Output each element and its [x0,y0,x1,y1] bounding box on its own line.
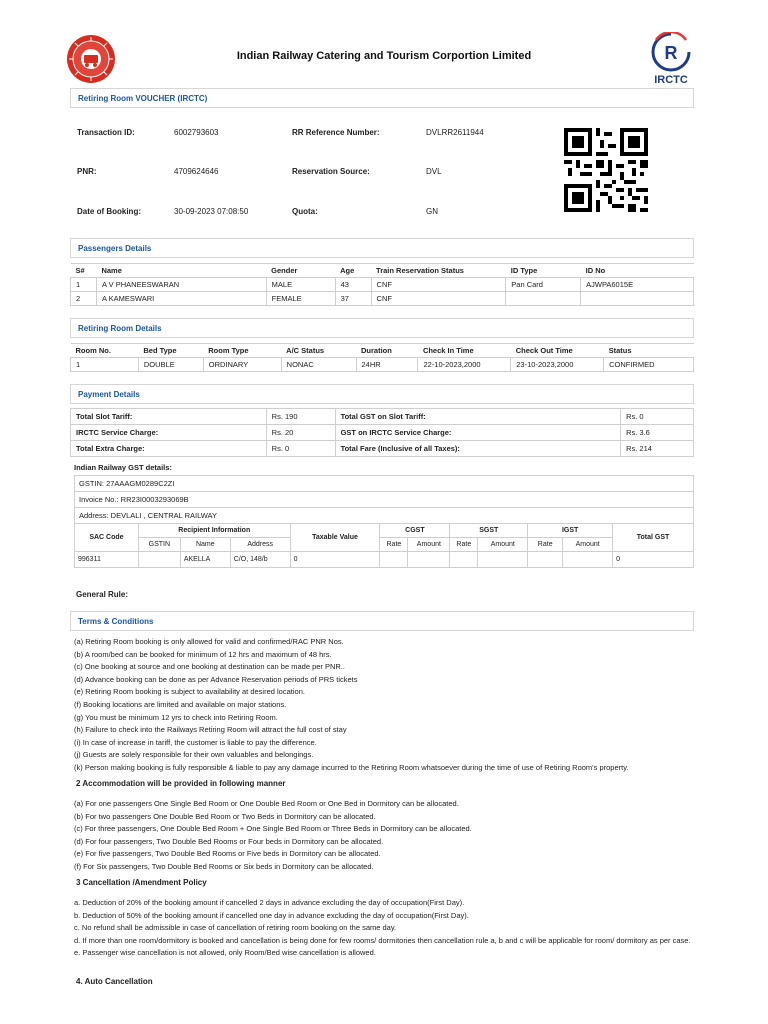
header-sac-code: SAC Code [75,524,139,552]
table-cell: CNF [371,292,506,306]
total-fare-value: Rs. 214 [621,441,694,457]
invoice-line: Invoice No.: RR23I0003293069B [74,491,694,507]
table-cell: 37 [335,292,371,306]
list-item: (g) You must be minimum 12 yrs to check into Retiring Room. [74,712,278,722]
cancellation-heading: 3 Cancellation /Amendment Policy [76,878,207,887]
list-item: a. Deduction of 20% of the booking amount if cancelled 2 days in advance excluding the day of occupation(First Day). [74,898,465,907]
sub-gstin: GSTIN [138,538,180,552]
list-item: c. No refund shall be admissible in case of cancellation of retiring room booking on the same day. [74,923,397,933]
room-title-bar [70,318,694,338]
header-gender: Gender [266,264,335,278]
header-ac-status: A/C Status [281,344,356,358]
passengers-header-row [71,264,694,278]
table-cell: ORDINARY [203,358,281,372]
table-cell: NONAC [281,358,356,372]
total-gst-slot-label: Total GST on Slot Tariff: [335,409,621,425]
header-reservation-status: Train Reservation Status [371,264,506,278]
voucher-title: Retiring Room VOUCHER (IRCTC) [78,94,208,103]
table-cell: 996311 [75,552,139,568]
date-of-booking-value: 30-09-2023 07:08:50 [174,207,249,216]
table-row [71,425,694,441]
table-cell: 23-10-2023,2000 [511,358,604,372]
list-item: (f) Booking locations are limited and available on major stations. [74,699,287,709]
table-row [71,292,694,306]
list-item: (e) For five passengers, Two Double Bed Rooms or Five beds in Dormitory can be allocated. [74,849,381,859]
irctc-logo [646,32,696,84]
table-cell: C/O, 148/b [230,552,290,568]
list-item: (d) For four passengers, Two Double Bed Rooms or Four beds in Dormitory can be allocated. [74,836,384,846]
sub-cgst-rate: Rate [380,538,408,552]
list-item: (d) Advance booking can be done as per Advance Reservation periods of PRS tickets [74,674,358,684]
total-slot-tariff-value: Rs. 190 [266,409,335,425]
table-cell: CNF [371,278,506,292]
document-header [0,0,768,88]
gst-subheader-row [75,538,694,552]
quota-label: Quota: [292,207,318,216]
table-cell [528,552,563,568]
list-item: (c) One booking at source and one booking at destination can be made per PNR.. [74,662,345,672]
terms-list [74,636,714,775]
table-row [71,441,694,457]
table-cell: 0 [290,552,380,568]
header-id-type: ID Type [506,264,581,278]
table-cell: Pan Card [506,278,581,292]
gst-details [74,475,694,568]
list-item: d. If more than one room/dormitory is booked and cancellation is being done for few rooms/ dormitories then cancellation rule a, b and c will be applicable for room/ dormitory as per case. [74,935,691,945]
table-cell: AKELLA [180,552,230,568]
payment-title: Payment Details [78,390,140,399]
table-cell [478,552,528,568]
header-check-in: Check In Time [418,344,511,358]
pnr-label: PNR: [77,167,97,176]
passengers-table [70,263,694,306]
table-cell: A V PHANEESWARAN [96,278,266,292]
table-cell [581,292,694,306]
list-item: (b) A room/bed can be booked for minimum of 12 hrs and maximum of 48 hrs. [74,649,332,659]
table-cell: 43 [335,278,371,292]
reservation-source-value: DVL [426,167,442,176]
table-row [75,552,694,568]
header-id-no: ID No [581,264,694,278]
table-cell: 1 [71,358,139,372]
address-line: Address: DEVLALI , CENTRAL RAILWAY [74,507,694,523]
header-cgst: CGST [380,524,450,538]
gstin-line: GSTIN: 27AAAGM0289C2ZI [74,475,694,491]
reservation-source-label: Reservation Source: [292,167,370,176]
voucher-info [70,118,694,238]
organization-title: Indian Railway Catering and Tourism Corportion Limited [236,50,532,62]
list-item: (c) For three passengers, One Double Bed Room + One Single Bed Room or Three Beds in Dormitory can be allocated. [74,824,472,834]
payment-title-bar [70,384,694,404]
list-item: (j) Guests are solely responsible for their own valuables and belongings. [74,750,314,760]
table-cell: A KAMESWARI [96,292,266,306]
payment-table [70,408,694,457]
list-item: b. Deduction of 50% of the booking amount if cancelled one day in advance excluding the day of occupation(First Day). [74,910,469,920]
room-header-row [71,344,694,358]
terms-title-bar [70,611,694,631]
table-cell: CONFIRMED [604,358,694,372]
list-item: (b) For two passengers One Double Bed Room or Two Beds in Dormitory can be allocated. [74,811,376,821]
header-status: Status [604,344,694,358]
list-item: (f) For Six passengers, Two Double Bed Rooms or Six beds in Dormitory can be allocated. [74,861,374,871]
sub-igst-rate: Rate [528,538,563,552]
table-cell: 24HR [356,358,418,372]
pnr-value: 4709624646 [174,167,219,176]
quota-value: GN [426,207,438,216]
list-item: (a) For one passengers One Single Bed Room or One Double Bed Room or One Bed in Dormitory can be allocated. [74,799,459,808]
service-charge-value: Rs. 20 [266,425,335,441]
header-room-type: Room Type [203,344,281,358]
gst-service-charge-label: GST on IRCTC Service Charge: [335,425,621,441]
room-title: Retiring Room Details [78,324,162,333]
gst-header-row [75,524,694,538]
room-table [70,343,694,372]
table-cell: DOUBLE [138,358,203,372]
gst-caption: Indian Railway GST details: [74,463,172,472]
table-row [71,358,694,372]
table-cell [506,292,581,306]
sub-cgst-amount: Amount [408,538,450,552]
transaction-id-label: Transaction ID: [77,128,135,137]
accommodation-list [74,798,714,874]
accommodation-heading: 2 Accommodation will be provided in following manner [76,779,286,788]
total-gst-slot-value: Rs. 0 [621,409,694,425]
header-serial: S# [71,264,97,278]
table-cell [450,552,478,568]
irctc-logo-text: IRCTC [654,74,688,86]
header-room-no: Room No. [71,344,139,358]
table-cell: 22-10-2023,2000 [418,358,511,372]
table-cell [138,552,180,568]
table-cell: 1 [71,278,97,292]
header-sgst: SGST [450,524,528,538]
header-recipient: Recipient Information [138,524,290,538]
table-cell: FEMALE [266,292,335,306]
gst-service-charge-value: Rs. 3.6 [621,425,694,441]
table-cell [563,552,613,568]
sub-igst-amount: Amount [563,538,613,552]
list-item: e. Passenger wise cancellation is not allowed, only Room/Bed wise cancellation is allowed. [74,948,376,958]
date-of-booking-label: Date of Booking: [77,207,141,216]
total-fare-label: Total Fare (Inclusive of all Taxes): [335,441,621,457]
cancellation-list [74,897,694,960]
sub-sgst-rate: Rate [450,538,478,552]
sub-name: Name [180,538,230,552]
table-row [71,278,694,292]
header-name: Name [96,264,266,278]
voucher-title-bar [70,88,694,108]
sub-address: Address [230,538,290,552]
auto-cancellation-heading: 4. Auto Cancellation [76,977,153,986]
total-slot-tariff-label: Total Slot Tariff: [71,409,267,425]
sub-sgst-amount: Amount [478,538,528,552]
extra-charge-value: Rs. 0 [266,441,335,457]
general-rule-heading: General Rule: [76,590,129,599]
table-cell [408,552,450,568]
passengers-title-bar [70,238,694,258]
table-cell: 2 [71,292,97,306]
table-row [71,409,694,425]
header-duration: Duration [356,344,418,358]
header-taxable: Taxable Value [290,524,380,552]
irctc-logo-icon [646,32,696,72]
service-charge-label: IRCTC Service Charge: [71,425,267,441]
table-cell: AJWPA6015E [581,278,694,292]
table-cell [380,552,408,568]
gst-table [74,523,694,568]
table-cell: 0 [613,552,694,568]
header-bed-type: Bed Type [138,344,203,358]
table-cell: MALE [266,278,335,292]
qr-code-icon [564,128,648,212]
header-igst: IGST [528,524,613,538]
svg-text:R: R [664,43,678,63]
extra-charge-label: Total Extra Charge: [71,441,267,457]
list-item: (e) Retiring Room booking is subject to availability at desired location. [74,687,305,697]
header-total-gst: Total GST [613,524,694,552]
list-item: (i) In case of increase in tariff, the customer is liable to pay the difference. [74,737,317,747]
header-age: Age [335,264,371,278]
terms-title: Terms & Conditions [78,617,154,626]
passengers-title: Passengers Details [78,244,152,253]
list-item: (k) Person making booking is fully responsible & liable to pay any damage incurred to the Retiring Room whatsoever during the time of use of Retiring Room's property. [74,762,629,772]
transaction-id-value: 6002793603 [174,128,219,137]
rr-reference-value: DVLRR2611944 [426,128,484,137]
list-item: (a) Retiring Room booking is only allowed for valid and confirmed/RAC PNR Nos. [74,637,344,646]
header-check-out: Check Out Time [511,344,604,358]
rr-reference-label: RR Reference Number: [292,128,380,137]
list-item: (h) Failure to check into the Railways Retiring Room will attract the full cost of stay [74,725,347,735]
